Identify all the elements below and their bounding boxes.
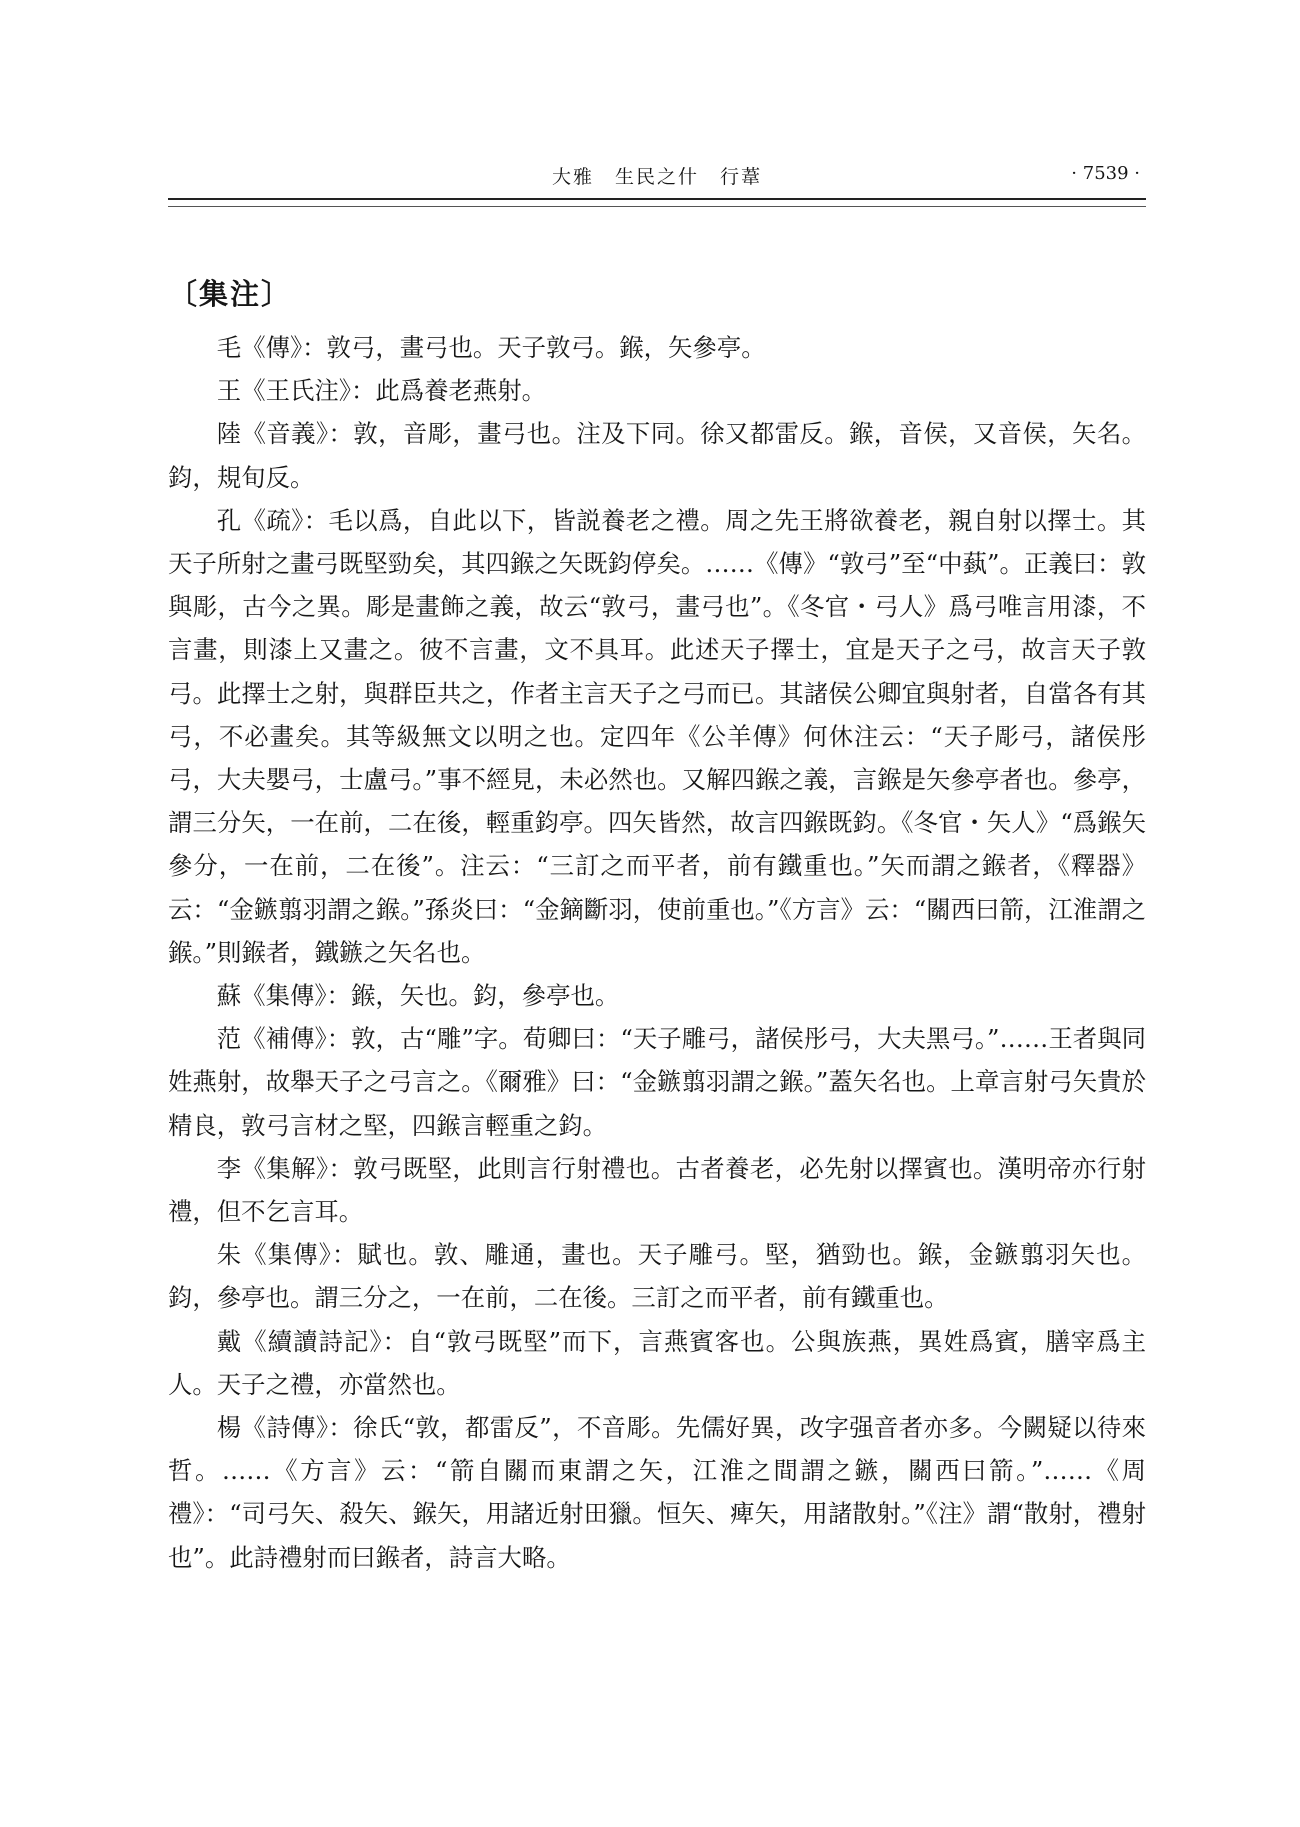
annotation-li-ji-jie: 李《集解》：敦弓既堅，此則言行射禮也。古者養老，必先射以擇賓也。漢明帝亦行射禮，但不乞言耳。 (168, 1153, 1146, 1227)
annotation-yang-shi-zhuan: 楊《詩傳》：徐氏“敦，都雷反”，不音彫。先儒好異，改字强音者亦多。今闕疑以待來哲。……《方言》云：“箭自關而東謂之矢，江淮之間謂之鏃，關西曰箭。”……《周禮》：“司弓矢、殺矢、鍭矢，用諸近射田獵。恒矢、痺矢，用諸散射。”《注》謂“散射，禮射也”。此詩禮射而曰鍭者，詩言大略。 (168, 1413, 1146, 1572)
annotation-kong-shu: 孔《疏》：毛以爲，自此以下，皆説養老之禮。周之先王將欲養老，親自射以擇士。其天子所射之畫弓既堅勁矣，其四鍭之矢既鈞停矣。……《傳》“敦弓”至“中蓺”。正義曰：敦與彫，古今之異。彫是畫飾之義，故云“敦弓，畫弓也”。《冬官・弓人》爲弓唯言用漆，不言畫，則漆上又畫之。彼不言畫，文不具耳。此述天子擇士，宜是天子之弓，故言天子敦弓。此擇士之射，與群臣共之，作者主言天子之弓而已。其諸侯公卿宜與射者，自當各有其弓，不必畫矣。其等級無文以明之也。定四年《公羊傳》何休注云：“天子彫弓，諸侯彤弓，大夫嬰弓，士盧弓。”事不經見，未必然也。又解四鍭之義，言鍭是矢參亭者也。參亭，謂三分矢，一在前，二在後，輕重鈞亭。四矢皆然，故言四鍭既鈞。《冬官・矢人》“爲鍭矢參分，一在前，二在後”。注云：“三訂之而平者，前有鐵重也。”矢而謂之鍭者，《釋器》云：“金鏃翦羽謂之鍭。”孫炎曰：“金鏑斷羽，使前重也。”《方言》云：“關西曰箭，江淮謂之鍭。”則鍭者，鐵鏃之矢名也。 (168, 505, 1146, 967)
annotation-mao-zhuan: 毛《傳》：敦弓，畫弓也。天子敦弓。鍭，矢參亭。 (216, 333, 766, 362)
annotation-dai-xu-du-shi-ji: 戴《續讀詩記》：自“敦弓既堅”而下，言燕賓客也。公與族燕，異姓爲賓，膳宰爲主人。天子之禮，亦當然也。 (168, 1326, 1146, 1399)
header-rule-thin (168, 206, 1146, 207)
annotation-wang-shi-zhu: 王《王氏注》：此爲養老燕射。 (216, 376, 547, 406)
section-title: 〔集注〕 (168, 277, 293, 311)
annotation-su-ji-zhuan: 蘇《集傳》：鍭，矢也。鈞，參亭也。 (216, 981, 620, 1011)
header-rule (168, 198, 1146, 200)
page-number: · 7539 · (1071, 163, 1140, 184)
running-title: 大雅 生民之什 行葦 (551, 166, 762, 188)
annotation-fan-bu-zhuan: 范《補傳》：敦，古“雕”字。荀卿曰：“天子雕弓，諸侯彤弓，大夫黑弓。”……王者與同姓燕射，故舉天子之弓言之。《爾雅》曰：“金鏃翦羽謂之鍭。”蓋矢名也。上章言射弓矢貴於精良，敦弓言材之堅，四鍭言輕重之鈞。 (168, 1024, 1146, 1140)
annotation-zhu-ji-zhuan: 朱《集傳》：賦也。敦、雕通，畫也。天子雕弓。堅，猶勁也。鍭，金鏃翦羽矢也。鈞，參亭也。謂三分之，一在前，二在後。三訂之而平者，前有鐵重也。 (168, 1240, 1146, 1313)
annotation-body (168, 326, 1146, 1579)
annotation-lu-yin-yi: 陸《音義》：敦，音彫，畫弓也。注及下同。徐又都雷反。鍭，音侯，又音侯，矢名。鈞，規旬反。 (168, 419, 1146, 492)
running-header (168, 162, 1146, 192)
